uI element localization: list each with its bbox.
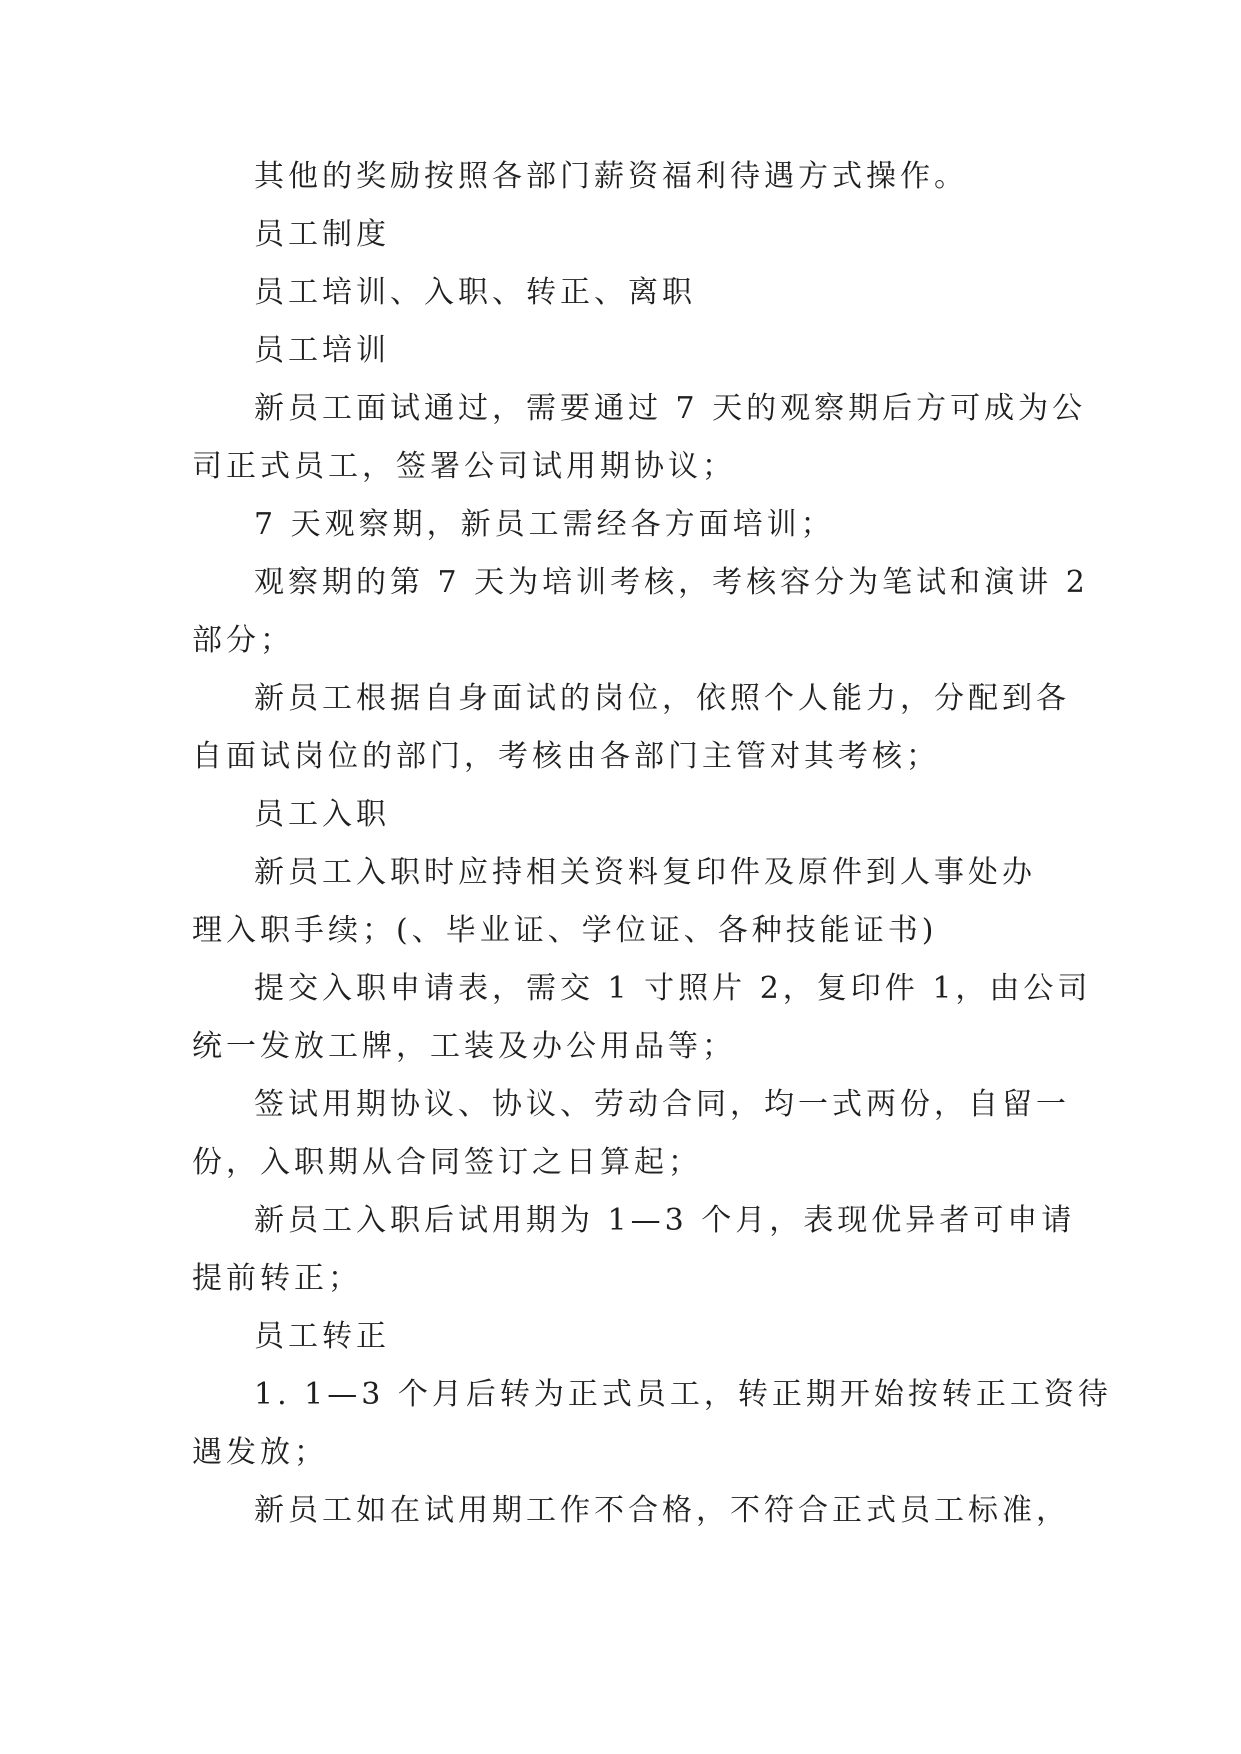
paragraph-line: 新员工如在试用期工作不合格，不符合正式员工标准，	[254, 1493, 1070, 1528]
paragraph-line: 观察期的第 7 天为培训考核，考核容分为笔试和演讲 2	[254, 565, 1089, 600]
paragraph-line: 提交入职申请表，需交 1 寸照片 2，复印件 1，由公司	[254, 971, 1092, 1006]
paragraph-line: 签试用期协议、协议、劳动合同，均一式两份，自留一	[254, 1087, 1070, 1122]
paragraph-line: 统一发放工牌，工装及办公用品等；	[192, 1029, 736, 1064]
paragraph-line: 提前转正；	[192, 1261, 362, 1296]
paragraph-line: 新员工根据自身面试的岗位，依照个人能力，分配到各	[254, 681, 1070, 716]
paragraph-line: 遇发放；	[192, 1435, 328, 1470]
paragraph-line: 新员工入职时应持相关资料复印件及原件到人事处办	[254, 855, 1036, 890]
paragraph-line: 部分；	[192, 623, 294, 658]
paragraph-line: 新员工入职后试用期为 1—3 个月，表现优异者可申请	[254, 1203, 1076, 1238]
paragraph-line: 其他的奖励按照各部门薪资福利待遇方式操作。	[254, 159, 968, 194]
paragraph-line: 新员工面试通过，需要通过 7 天的观察期后方可成为公	[254, 391, 1087, 426]
section-heading: 员工制度	[254, 217, 390, 252]
section-heading: 员工入职	[254, 797, 390, 832]
paragraph-line: 自面试岗位的部门，考核由各部门主管对其考核；	[192, 739, 940, 774]
paragraph-line: 理入职手续；(、毕业证、学位证、各种技能证书)	[192, 913, 938, 948]
section-heading: 员工培训、入职、转正、离职	[254, 275, 696, 310]
paragraph-line: 7 天观察期，新员工需经各方面培训；	[254, 507, 835, 542]
paragraph-line: 1. 1—3 个月后转为正式员工，转正期开始按转正工资待	[254, 1377, 1112, 1412]
paragraph-line: 份，入职期从合同签订之日算起；	[192, 1145, 702, 1180]
section-heading: 员工培训	[254, 333, 390, 368]
section-heading: 员工转正	[254, 1319, 390, 1354]
paragraph-line: 司正式员工，签署公司试用期协议；	[192, 449, 736, 484]
